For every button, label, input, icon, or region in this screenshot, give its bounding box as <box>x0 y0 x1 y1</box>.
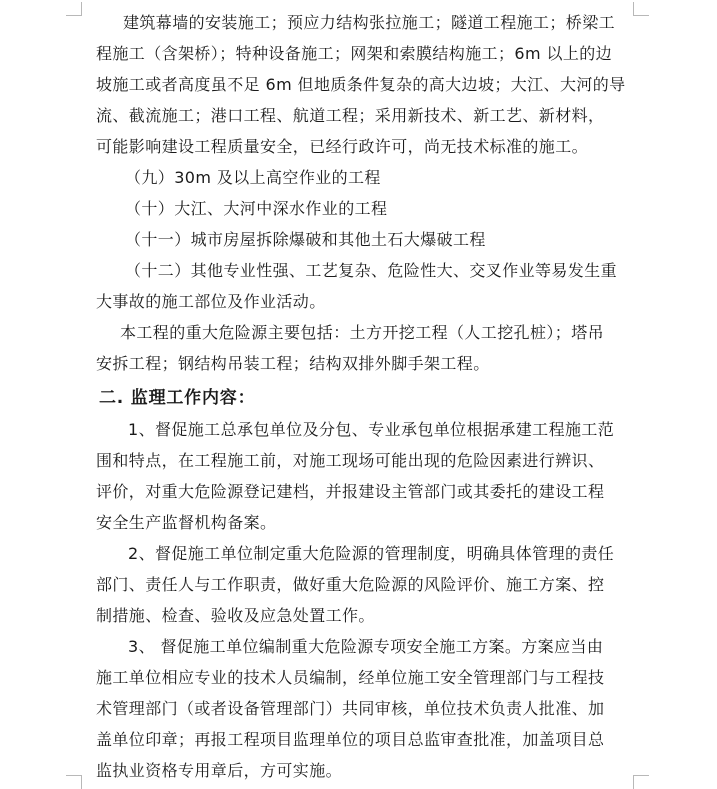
item-2-line: 2、督促施工单位制定重大危险源的管理制度，明确具体管理的责任 <box>128 544 615 563</box>
margin-corner-mark-bottom-right <box>633 775 649 789</box>
paragraph-line: 围和特点，在工程施工前，对施工现场可能出现的危险因素进行辨识、 <box>96 451 605 470</box>
paragraph-line: 可能影响建设工程质量安全，已经行政许可，尚无技术标准的施工。 <box>96 137 589 156</box>
margin-corner-mark-bottom-left <box>66 775 82 789</box>
margin-corner-mark-top-right <box>633 2 649 16</box>
section-heading: 二. 监理工作内容： <box>99 388 256 408</box>
paragraph-line: 制措施、检查、验收及应急处置工作。 <box>96 606 375 625</box>
list-item-11: （十一）城市房屋拆除爆破和其他土石大爆破工程 <box>125 230 486 249</box>
item-1-line: 1、督促施工总承包单位及分包、专业承包单位根据承建工程施工范 <box>128 420 615 439</box>
list-item-10: （十）大江、大河中深水作业的工程 <box>125 199 388 218</box>
paragraph-line: 流、截流施工；港口工程、航道工程；采用新技术、新工艺、新材料， <box>96 106 605 125</box>
margin-corner-mark-top-left <box>66 2 82 16</box>
paragraph-line: 监执业资格专用章后，方可实施。 <box>96 761 343 780</box>
paragraph-line: 术管理部门（或者设备管理部门）共同审核，单位技术负责人批准、加 <box>96 699 605 718</box>
paragraph-line: 建筑幕墙的安装施工；预应力结构张拉施工；隧道工程施工；桥梁工 <box>123 13 616 32</box>
paragraph-line: 部门、责任人与工作职责，做好重大危险源的风险评价、施工方案、控 <box>96 575 605 594</box>
item-3-line: 3、 督促施工单位编制重大危险源专项安全施工方案。方案应当由 <box>128 637 604 656</box>
list-item-12: （十二）其他专业性强、工艺复杂、危险性大、交叉作业等易发生重 <box>125 261 618 280</box>
paragraph-line: 程施工（含架桥）；特种设备施工；网架和索膜结构施工；6m 以上的边 <box>96 44 613 63</box>
paragraph-line: 评价，对重大危险源登记建档，并报建设主管部门或其委托的建设工程 <box>96 482 605 501</box>
paragraph-line: 本工程的重大危险源主要包括：土方开挖工程（人工挖孔桩）；塔吊 <box>120 323 605 342</box>
paragraph-line: 安全生产监督机构备案。 <box>96 513 277 532</box>
paragraph-line: 施工单位相应专业的技术人员编制，经单位施工安全管理部门与工程技 <box>96 668 605 687</box>
paragraph-line: 大事故的施工部位及作业活动。 <box>96 292 326 311</box>
paragraph-line: 坡施工或者高度虽不足 6m 但地质条件复杂的高大边坡；大江、大河的导 <box>96 75 626 94</box>
paragraph-line: 盖单位印章；再报工程项目监理单位的项目总监审查批准，加盖项目总 <box>96 730 605 749</box>
paragraph-line: 安拆工程；钢结构吊装工程；结构双排外脚手架工程。 <box>96 354 490 373</box>
list-item-9: （九）30m 及以上高空作业的工程 <box>125 168 381 187</box>
